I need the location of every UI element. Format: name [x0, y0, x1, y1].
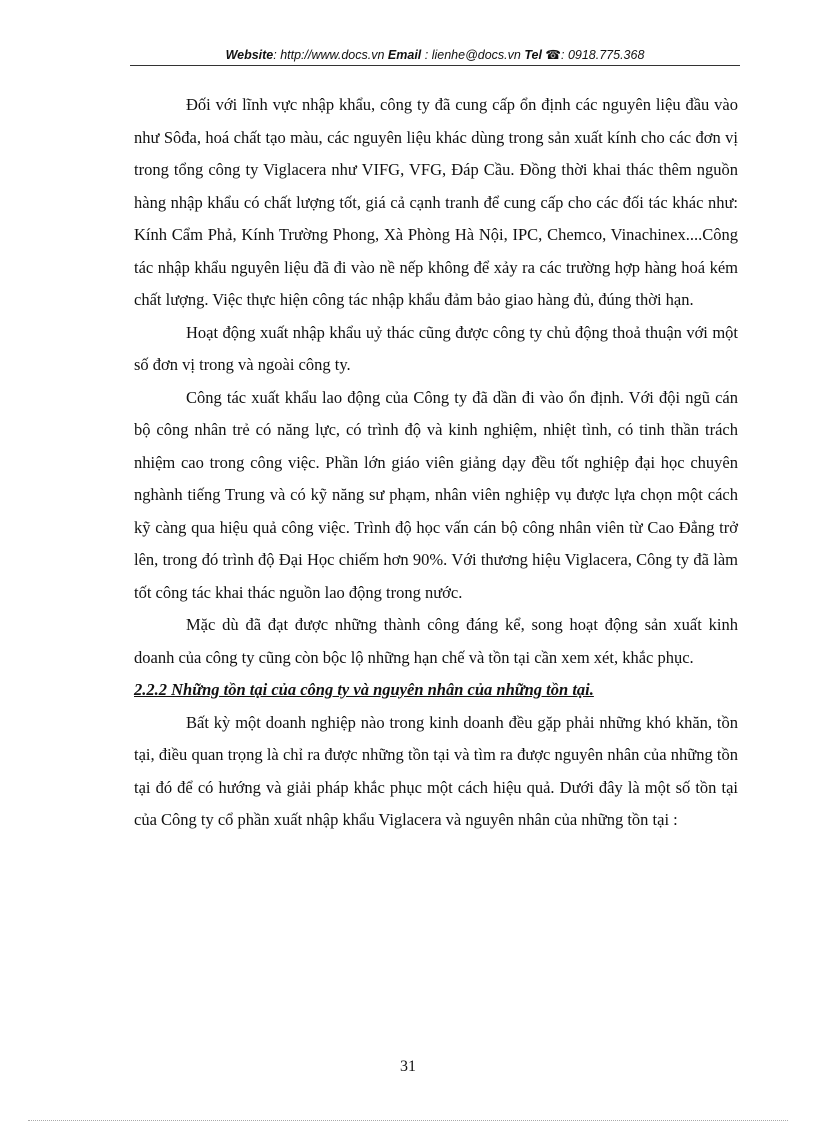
- paragraph-import: Đối với lĩnh vực nhập khẩu, công ty đã cung cấp ổn định các nguyên liệu đầu vào như Sôđa, hoá chất tạo màu, các nguyên liệu khác dùng trong sản xuất kính cho các đơn vị trong tổng công ty Viglacera như VIFG, VFG, Đáp Cầu. Đồng thời khai thác thêm nguồn hàng nhập khẩu có chất lượng tốt, giá cả cạnh tranh để cung cấp cho các đối tác khác như: Kính Cẩm Phả, Kính Trường Phong, Xà Phòng Hà Nội, IPC, Chemco, Vinachinex....Công tác nhập khẩu nguyên liệu đã đi vào nề nếp không để xảy ra các trường hợp hàng hoá kém chất lượng. Việc thực hiện công tác nhập khẩu đảm bảo giao hàng đủ, đúng thời hạn.: [134, 95, 738, 309]
- phone-icon: ☎: [545, 48, 561, 62]
- tel-value: : 0918.775.368: [561, 48, 645, 62]
- email-label: Email: [387, 48, 422, 62]
- document-body: [134, 89, 738, 837]
- page-number: 31: [400, 1058, 416, 1075]
- header-divider: [130, 65, 740, 66]
- website-url[interactable]: : http://www.docs.vn: [273, 48, 385, 62]
- paragraph-section-intro: Bất kỳ một doanh nghiệp nào trong kinh doanh đều gặp phải những khó khăn, tồn tại, điều quan trọng là chỉ ra được những tồn tại và tìm ra được nguyên nhân của những tồn tại đó để có hướng và giải pháp khắc phục một cách hiệu quả. Dưới đây là một số tồn tại của Công ty cổ phần xuất nhập khẩu Viglacera và nguyên nhân của những tồn tại :: [134, 712, 738, 829]
- paragraph-limitations: Mặc dù đã đạt được những thành công đáng kể, song hoạt động sản xuất kinh doanh của công ty cũng còn bộc lộ những hạn chế và tồn tại cần xem xét, khắc phục.: [134, 615, 738, 667]
- page-header: [130, 47, 740, 62]
- tel-label: Tel: [524, 48, 542, 62]
- section-heading: 2.2.2 Những tồn tại của công ty và nguyên nhân của những tồn tại.: [134, 680, 594, 699]
- email-value[interactable]: : lienhe@docs.vn: [424, 48, 521, 62]
- paragraph-entrusted: Hoạt động xuất nhập khẩu uỷ thác cũng được công ty chủ động thoả thuận với một số đơn vị trong và ngoài công ty.: [134, 322, 738, 374]
- footer-dotted-divider: [28, 1120, 788, 1121]
- paragraph-labor-export: Công tác xuất khẩu lao động của Công ty đã dần đi vào ổn định. Với đội ngũ cán bộ công nhân trẻ có năng lực, có trình độ và kinh nghiệm, nhiệt tình, có tinh thần trách nhiệm cao trong công việc. Phần lớn giáo viên giảng dạy đều tốt nghiệp đại học chuyên nghành tiếng Trung và có kỹ năng sư phạm, nhân viên nghiệp vụ được lựa chọn một cách kỹ càng qua hiệu quả công việc. Trình độ học vấn cán bộ công nhân viên từ Cao Đẳng trở lên, trong đó trình độ Đại Học chiếm hơn 90%. Với thương hiệu Viglacera, Công ty đã làm tốt công tác khai thác nguồn lao động trong nước.: [134, 387, 738, 602]
- website-label: Website: [225, 48, 274, 62]
